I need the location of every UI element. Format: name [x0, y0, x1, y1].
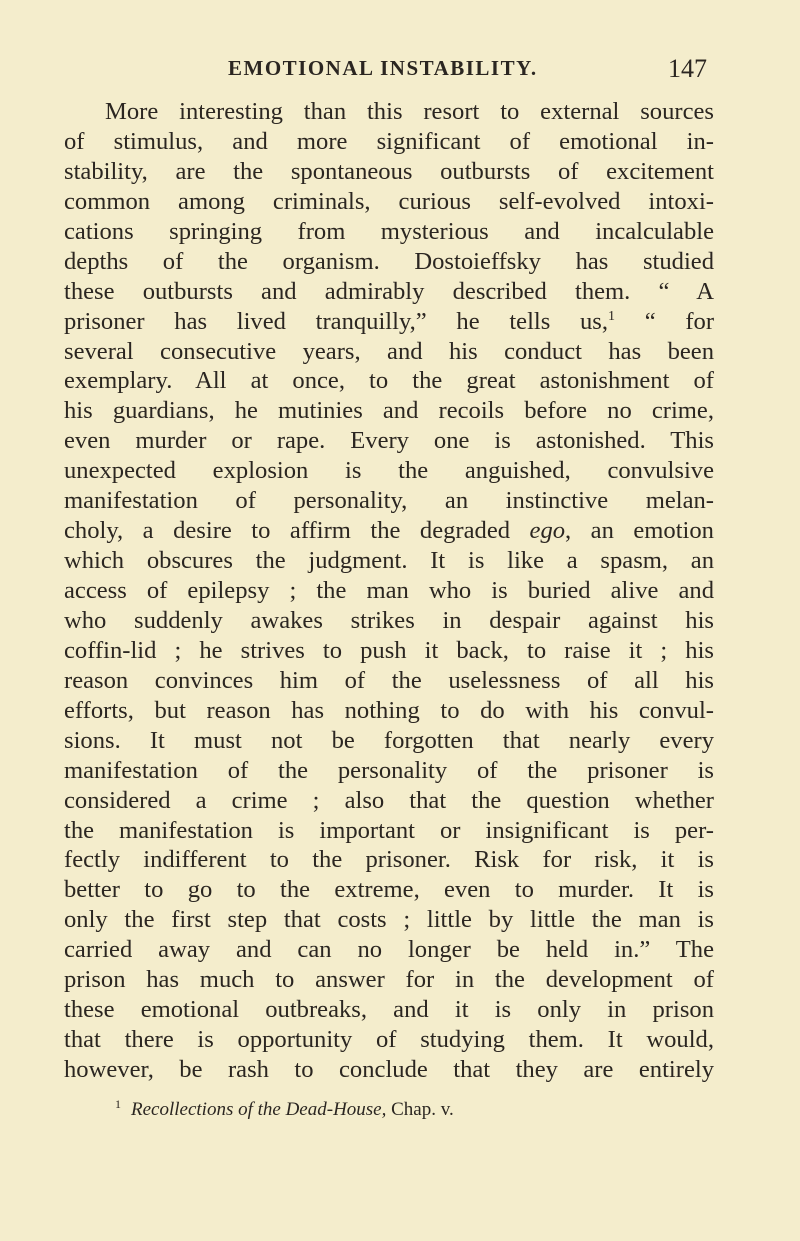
running-title: EMOTIONAL INSTABILITY. — [228, 56, 538, 80]
text-line: only the first step that costs ; little by little the man is — [64, 906, 714, 934]
text-segment: “ for — [615, 307, 715, 335]
text-line: stability, are the spontaneous outbursts of excitement — [64, 157, 714, 185]
text-line: these outbursts and admirably described them. “ A — [64, 277, 714, 305]
footnote-ref: 1 — [608, 308, 616, 324]
text-line: his guardians, he mutinies and recoils before no crime, — [64, 397, 714, 425]
footnote-title: Recollections of the Dead-House, — [131, 1099, 387, 1120]
text-line: several consecutive years, and his conduct has been — [64, 337, 714, 365]
text-line: that there is opportunity of studying them. It would, — [64, 1026, 714, 1054]
text-segment: , an emotion — [565, 517, 714, 545]
text-line: coffin-lid ; he strives to push it back, to raise it ; his — [64, 636, 714, 664]
footnote-rest: Chap. v. — [386, 1099, 454, 1120]
text-line: sions. It must not be forgotten that nearly every — [64, 726, 714, 754]
text-line: which obscures the judgment. It is like a spasm, an — [64, 547, 714, 575]
page-number: 147 — [668, 54, 707, 83]
text-line: however, be rash to conclude that they are entirely — [64, 1056, 714, 1083]
text-line: More interesting than this resort to external sources — [105, 98, 714, 125]
text-line-with-footnote-ref — [64, 307, 714, 337]
text-line: considered a crime ; also that the question whether — [64, 786, 714, 814]
text-line: unexpected explosion is the anguished, convulsive — [64, 457, 714, 485]
text-line: better to go to the extreme, even to murder. It is — [64, 876, 714, 904]
text-line: exemplary. All at once, to the great astonishment of — [64, 367, 714, 395]
text-line: cations springing from mysterious and incalculable — [64, 217, 714, 245]
text-segment: choly, a desire to affirm the degraded — [64, 517, 530, 545]
text-line: efforts, but reason has nothing to do with his convul- — [64, 696, 714, 724]
italic-word: ego — [529, 517, 566, 545]
text-line: depths of the organism. Dostoieffsky has studied — [64, 247, 714, 275]
text-line: these emotional outbreaks, and it is only in prison — [64, 996, 714, 1024]
text-line: common among criminals, curious self-evolved intoxi- — [64, 187, 714, 215]
text-line: access of epilepsy ; the man who is buried alive and — [64, 577, 714, 604]
text-line: manifestation of personality, an instinctive melan- — [64, 487, 714, 515]
text-line-with-italic — [64, 516, 714, 546]
text-line: even murder or rape. Every one is astonished. This — [64, 427, 714, 455]
text-segment: prisoner has lived tranquilly,” he tells us, — [64, 307, 609, 335]
text-line: manifestation of the personality of the prisoner is — [64, 756, 714, 784]
body-text — [64, 97, 714, 1085]
text-line: of stimulus, and more significant of emotional in- — [64, 127, 714, 155]
footnote — [115, 1097, 454, 1121]
text-line: fectly indifferent to the prisoner. Risk for risk, it is — [64, 846, 714, 874]
text-line: reason convinces him of the uselessness of all his — [64, 666, 714, 694]
text-line: prison has much to answer for in the development of — [64, 966, 714, 994]
text-line: the manifestation is important or insignificant is per- — [64, 816, 714, 844]
text-line: who suddenly awakes strikes in despair against his — [64, 606, 714, 634]
text-line: carried away and can no longer be held in.” The — [64, 936, 714, 964]
footnote-mark: 1 — [115, 1097, 121, 1111]
running-head — [0, 56, 800, 86]
